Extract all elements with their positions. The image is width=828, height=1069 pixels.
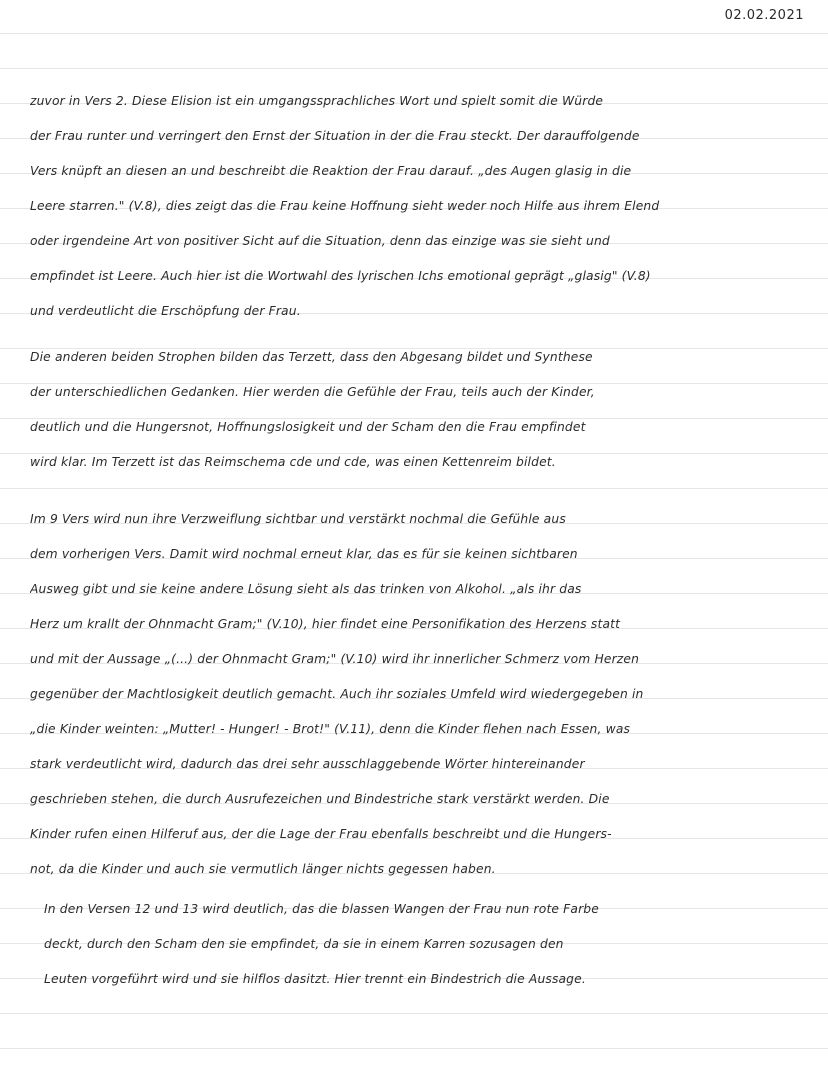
text-line: Im 9 Vers wird nun ihre Verzweiflung sichtbar und verstärkt nochmal die Gefühle aus: [30, 512, 566, 526]
paragraph-2: [30, 340, 812, 480]
text-line: not, da die Kinder und auch sie vermutlich länger nichts gegessen haben.: [30, 862, 496, 876]
page-date: 02.02.2021: [724, 8, 804, 23]
text-line: In den Versen 12 und 13 wird deutlich, das die blassen Wangen der Frau nun rote Farbe: [44, 902, 599, 916]
paragraph-4: [44, 892, 814, 997]
text-line: der Frau runter und verringert den Ernst der Situation in der die Frau steckt. Der darauffolgende: [30, 129, 640, 143]
text-line: Herz um krallt der Ohnmacht Gram;" (V.10), hier findet eine Personifikation des Herzens statt: [30, 617, 621, 631]
text-line: gegenüber der Machtlosigkeit deutlich gemacht. Auch ihr soziales Umfeld wird wiedergegeben in: [30, 687, 644, 701]
paragraph-3: [30, 502, 812, 887]
text-line: geschrieben stehen, die durch Ausrufezeichen und Bindestriche stark verstärkt werden. Die: [30, 792, 610, 806]
text-line: empfindet ist Leere. Auch hier ist die Wortwahl des lyrischen Ichs emotional geprägt „glasig" (V.8): [30, 269, 651, 283]
text-line: deutlich und die Hungersnot, Hoffnungslosigkeit und der Scham den die Frau empfindet: [30, 420, 586, 434]
paragraph-1: [30, 84, 812, 329]
text-line: stark verdeutlicht wird, dadurch das drei sehr ausschlaggebende Wörter hintereinander: [30, 757, 585, 771]
text-line: zuvor in Vers 2. Diese Elision ist ein umgangssprachliches Wort und spielt somit die Würde: [30, 94, 604, 108]
text-line: und verdeutlicht die Erschöpfung der Frau.: [30, 304, 301, 318]
text-line: „die Kinder weinten: „Mutter! - Hunger! - Brot!" (V.11), denn die Kinder flehen nach Essen, was: [30, 722, 631, 736]
text-line: Die anderen beiden Strophen bilden das Terzett, dass den Abgesang bildet und Synthese: [30, 350, 593, 364]
text-line: deckt, durch den Scham den sie empfindet, da sie in einem Karren sozusagen den: [44, 937, 564, 951]
text-line: Vers knüpft an diesen an und beschreibt die Reaktion der Frau darauf. „des Augen glasig in die: [30, 164, 632, 178]
text-line: Ausweg gibt und sie keine andere Lösung sieht als das trinken von Alkohol. „als ihr das: [30, 582, 582, 596]
text-line: und mit der Aussage „(...) der Ohnmacht Gram;" (V.10) wird ihr innerlicher Schmerz vom Herzen: [30, 652, 640, 666]
text-line: der unterschiedlichen Gedanken. Hier werden die Gefühle der Frau, teils auch der Kinder,: [30, 385, 595, 399]
text-line: dem vorherigen Vers. Damit wird nochmal erneut klar, das es für sie keinen sichtbaren: [30, 547, 578, 561]
text-line: oder irgendeine Art von positiver Sicht auf die Situation, denn das einzige was sie sieht und: [30, 234, 610, 248]
text-line: Kinder rufen einen Hilferuf aus, der die Lage der Frau ebenfalls beschreibt und die Hungers-: [30, 827, 612, 841]
text-line: wird klar. Im Terzett ist das Reimschema cde und cde, was einen Kettenreim bildet.: [30, 455, 556, 469]
text-line: Leere starren." (V.8), dies zeigt das die Frau keine Hoffnung sieht weder noch Hilfe aus ihrem Elend: [30, 199, 660, 213]
text-line: Leuten vorgeführt wird und sie hilflos dasitzt. Hier trennt ein Bindestrich die Aussage.: [44, 972, 586, 986]
